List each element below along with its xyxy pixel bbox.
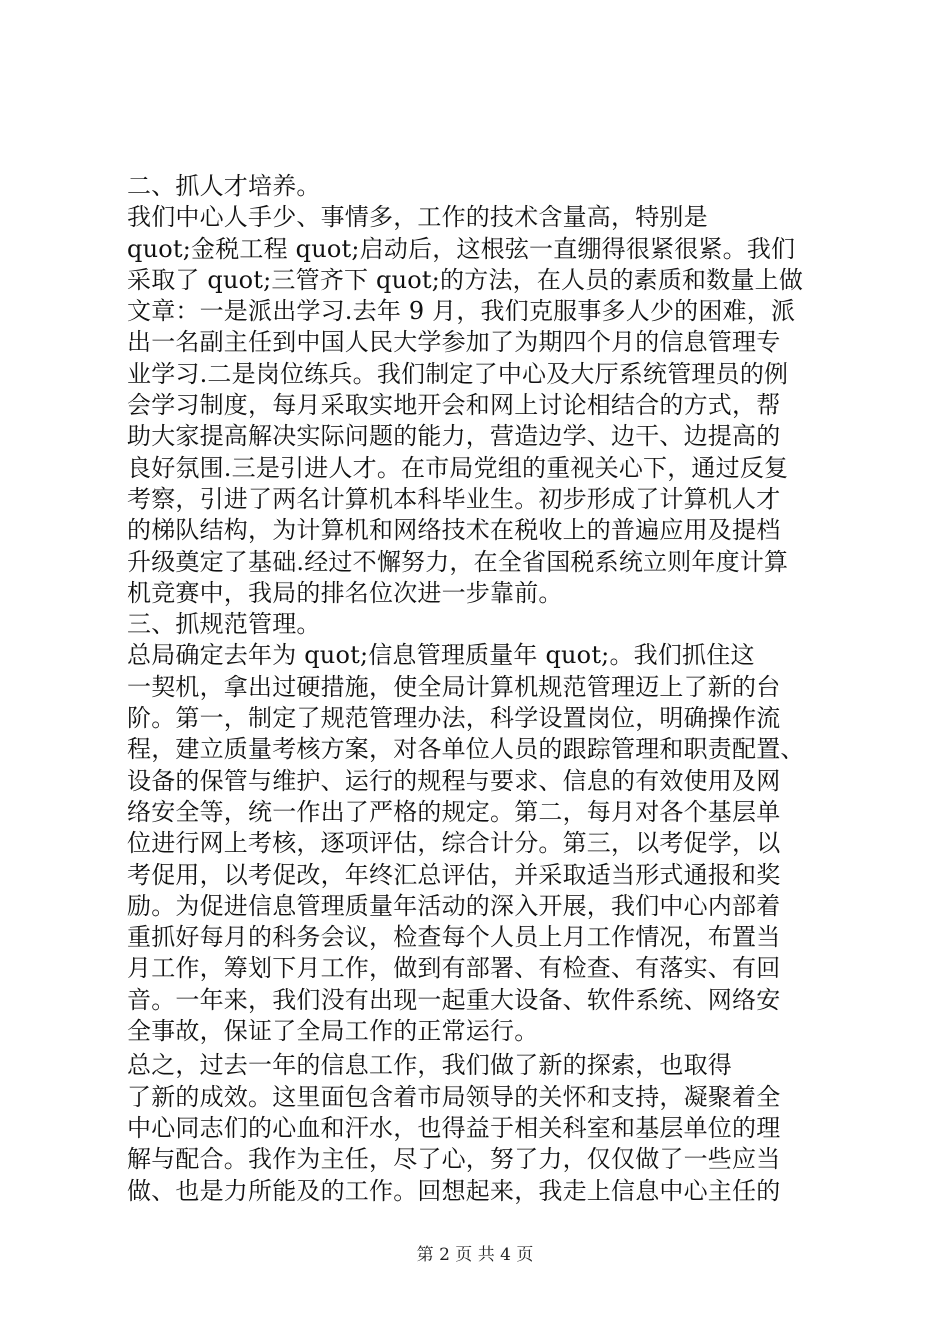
- text-line: 机竞赛中，我局的排名位次进一步靠前。: [127, 578, 563, 607]
- text-line: 总局确定去年为 quot;信息管理质量年 quot;。我们抓住这: [127, 641, 755, 670]
- text-line: 考察，引进了两名计算机本科毕业生。初步形成了计算机人才: [127, 484, 781, 513]
- text-line: 月工作，筹划下月工作，做到有部署、有检查、有落实、有回: [127, 954, 781, 983]
- text-line: 助大家提高解决实际问题的能力，营造边学、边干、边提高的: [127, 422, 781, 451]
- text-line: 了新的成效。这里面包含着市局领导的关怀和支持，凝聚着全: [127, 1082, 781, 1111]
- text-line: 设备的保管与维护、运行的规程与要求、信息的有效使用及网: [127, 766, 781, 795]
- text-line: 总之，过去一年的信息工作，我们做了新的探索，也取得: [127, 1051, 732, 1080]
- text-line: 采取了 quot;三管齐下 quot;的方法，在人员的素质和数量上做: [127, 265, 804, 294]
- text-line: 中心同志们的心血和汗水，也得益于相关科室和基层单位的理: [127, 1113, 781, 1142]
- text-line: 的梯队结构，为计算机和网络技术在税收上的普遍应用及提档: [127, 516, 781, 545]
- document-body: [127, 171, 827, 1207]
- text-line: 全事故，保证了全局工作的正常运行。: [127, 1017, 539, 1046]
- text-line: 业学习.二是岗位练兵。我们制定了中心及大厅系统管理员的例: [127, 359, 789, 388]
- text-line: 音。一年来，我们没有出现一起重大设备、软件系统、网络安: [127, 985, 781, 1014]
- text-line: 位进行网上考核，逐项评估，综合计分。第三，以考促学，以: [127, 829, 781, 858]
- text-line: 二、抓人才培养。: [127, 172, 321, 200]
- text-line: quot;金税工程 quot;启动后，这根弦一直绷得很紧很紧。我们: [127, 234, 796, 263]
- text-line: 一契机，拿出过硬措施，使全局计算机规范管理迈上了新的台: [127, 672, 781, 701]
- page-footer: 第 2 页 共 4 页: [416, 1245, 534, 1265]
- text-line: 阶。第一，制定了规范管理办法，科学设置岗位，明确操作流: [127, 704, 781, 733]
- text-line: 良好氛围.三是引进人才。在市局党组的重视关心下，通过反复: [127, 453, 789, 482]
- text-line: 络安全等，统一作出了严格的规定。第二，每月对各个基层单: [127, 797, 781, 826]
- text-line: 解与配合。我作为主任，尽了心，努了力，仅仅做了一些应当: [127, 1145, 781, 1174]
- text-line: 重抓好每月的科务会议，检查每个人员上月工作情况，布置当: [127, 923, 781, 952]
- text-line: 做、也是力所能及的工作。回想起来，我走上信息中心主任的: [127, 1176, 781, 1205]
- text-line: 出一名副主任到中国人民大学参加了为期四个月的信息管理专: [127, 328, 781, 357]
- text-line: 考促用，以考促改，年终汇总评估，并采取适当形式通报和奖: [127, 860, 781, 889]
- text-line: 我们中心人手少、事情多，工作的技术含量高，特别是: [127, 203, 708, 232]
- section-heading: 三、抓规范管理。: [127, 610, 321, 639]
- text-line: 程，建立质量考核方案，对各单位人员的跟踪管理和职责配置、: [127, 735, 805, 764]
- text-line: 会学习制度，每月采取实地开会和网上讨论相结合的方式，帮: [127, 391, 781, 420]
- text-line: 升级奠定了基础.经过不懈努力，在全省国税系统立则年度计算: [127, 547, 789, 576]
- text-line: 励。为促进信息管理质量年活动的深入开展，我们中心内部着: [127, 891, 781, 920]
- text-line: 文章：一是派出学习.去年 9 月，我们克服事多人少的困难，派: [127, 297, 796, 326]
